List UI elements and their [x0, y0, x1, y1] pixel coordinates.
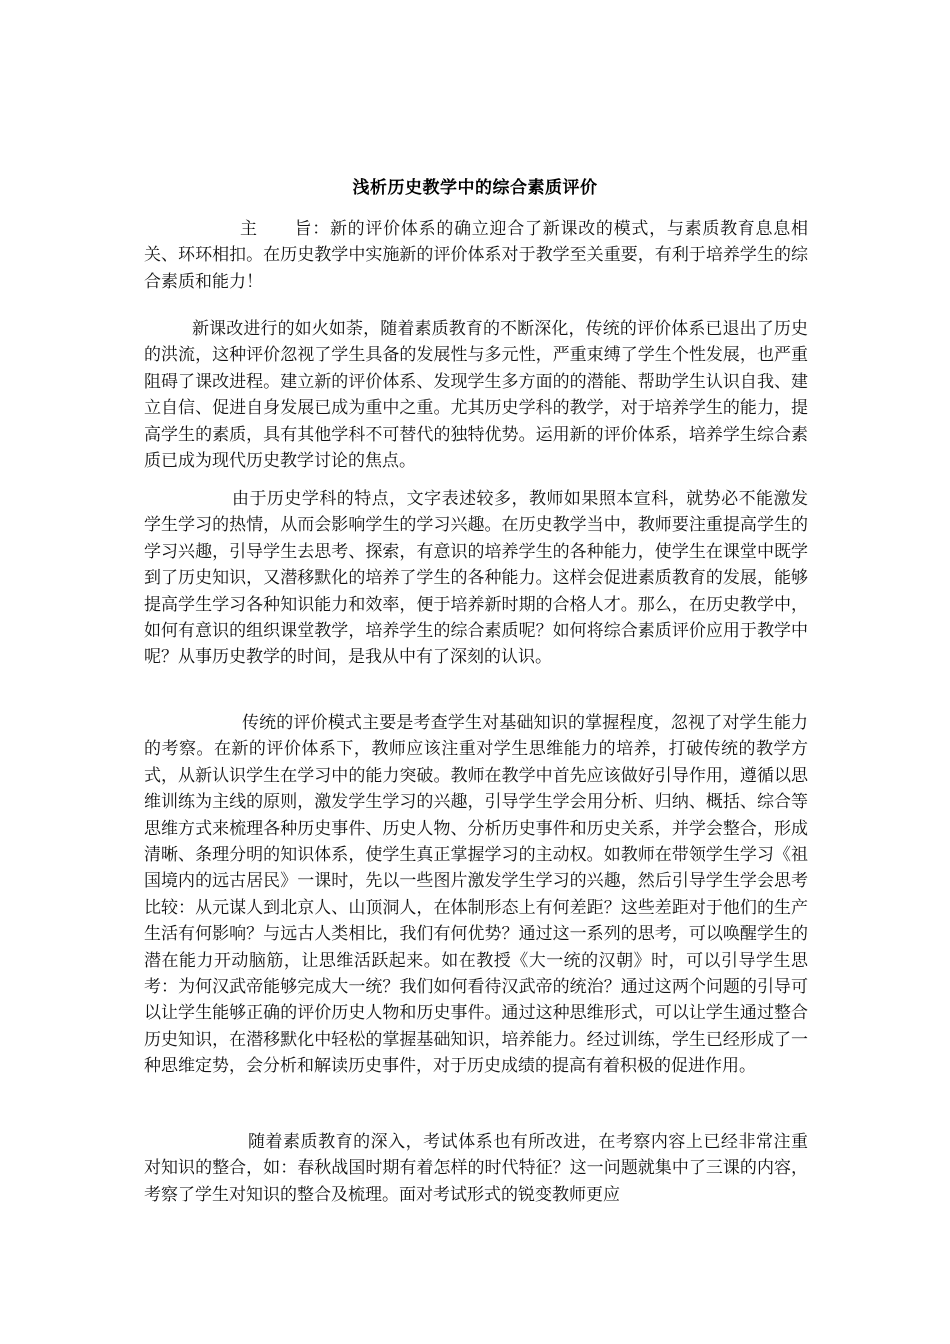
body-paragraph-2: 由于历史学科的特点，文字表述较多，教师如果照本宣科，就势必不能激发学生学习的热情，从而会影响学生的学习兴趣。在历史教学当中，教师要注重提高学生的学习兴趣，引导学生去思考、探索，有意识的培养学生的各种能力，使学生在课堂中既学到了历史知识，又潜移默化的培养了学生的各种能力。这样会促进素质教育的发展，能够提高学生学习各种知识能力和效率，便于培养新时期的合格人才。那么，在历史教学中，如何有意识的组织课堂教学，培养学生的综合素质呢？如何将综合素质评价应用于教学中呢？从事历史教学的时间，是我从中有了深刻的认识。 [144, 489, 808, 668]
summary-text: 新的评价体系的确立迎合了新课改的模式，与素质教育息息相关、环环相扣。在历史教学中实施新的评价体系对于教学至关重要，有利于培养学生的综合素质和能力！ [144, 219, 809, 292]
document-title: 浅析历史教学中的综合素质评价 [352, 178, 598, 198]
body-paragraph-3: 传统的评价模式主要是考查学生对基础知识的掌握程度，忽视了对学生能力的考察。在新的评价体系下，教师应该注重对学生思维能力的培养，打破传统的教学方式，从新认识学生在学习中的能力突破。教师在教学中首先应该做好引导作用，遵循以思维训练为主线的原则，激发学生学习的兴趣，引导学生学会用分析、归纳、概括、综合等思维方式来梳理各种历史事件、历史人物、分析历史事件和历史关系，并学会整合，形成清晰、条理分明的知识体系，使学生真正掌握学习的主动权。如教师在带领学生学习《祖国境内的远古居民》一课时，先以一些图片激发学生学习的兴趣，然后引导学生学会思考比较：从元谋人到北京人、山顶洞人，在体制形态上有何差距？这些差距对于他们的生产生活有何影响？与远古人类相比，我们有何优势？通过这一系列的思考，可以唤醒学生的潜在能力开动脑筋，让思维活跃起来。如在教授《大一统的汉朝》时，可以引导学生思考：为何汉武帝能够完成大一统？我们如何看待汉武帝的统治？通过这两个问题的引导可以让学生能够正确的评价历史人物和历史事件。通过这种思维形式，可以让学生通过整合历史知识，在潜移默化中轻松的掌握基础知识，培养能力。经过训练，学生已经形成了一种思维定势，会分析和解读历史事件，对于历史成绩的提高有着积极的促进作用。 [144, 713, 808, 1077]
body-paragraph-4: 随着素质教育的深入，考试体系也有所改进，在考察内容上已经非常注重对知识的整合，如：春秋战国时期有着怎样的时代特征？这一问题就集中了三课的内容，考察了学生对知识的整合及梳理。面对考试形式的锐变教师更应 [144, 1132, 808, 1205]
summary-label-1: 主 [240, 219, 258, 239]
summary-paragraph [144, 216, 808, 295]
body-paragraph-1: 新课改进行的如火如荼，随着素质教育的不断深化，传统的评价体系已退出了历史的洪流，这种评价忽视了学生具备的发展性与多元性，严重束缚了学生个性发展，也严重阻碍了课改进程。建立新的评价体系、发现学生多方面的的潜能、帮助学生认识自我、建立自信、促进自身发展已成为重中之重。尤其历史学科的教学，对于培养学生的能力，提高学生的素质，具有其他学科不可替代的独特优势。运用新的评价体系，培养学生综合素质已成为现代历史教学讨论的焦点。 [144, 319, 808, 472]
summary-label-2: 旨： [293, 219, 330, 239]
